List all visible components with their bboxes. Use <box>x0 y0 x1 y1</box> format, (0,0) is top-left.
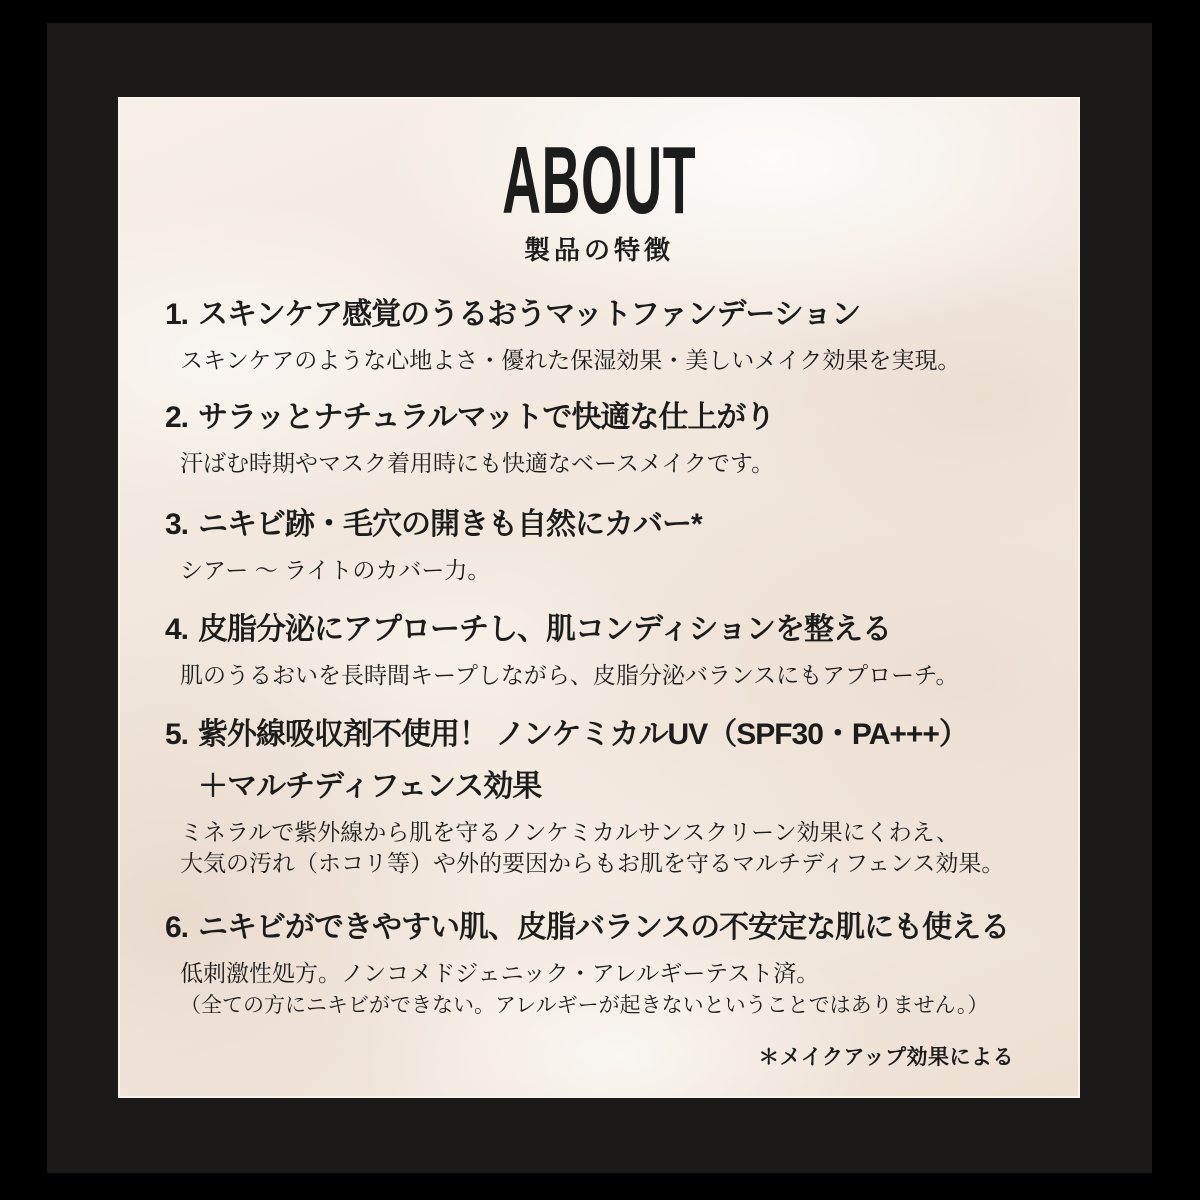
feature-5-heading <box>165 716 1054 806</box>
feature-5-description <box>180 817 1054 879</box>
footnote: ＊メイクアップ効果による <box>758 1046 1014 1069</box>
page-title <box>120 127 1078 234</box>
feature-6-description-line: 低刺激性処方。ノンコメドジェニック・アレルギーテスト済。 <box>180 960 820 986</box>
feature-item-3 <box>165 506 1054 586</box>
feature-3-heading-text: ニキビ跡・毛穴の開きも自然にカバー* <box>198 508 702 541</box>
feature-5-description-line-1: ミネラルで紫外線から肌を守るノンケミカルサンスクリーン効果にくわえ、 <box>180 819 960 845</box>
feature-6-disclaimer: （全ての方にニキビができない。アレルギーが起きないということではありません。） <box>180 994 989 1017</box>
feature-3-number: 3. <box>165 508 189 541</box>
feature-item-6 <box>165 909 1054 1019</box>
feature-6-heading-text: ニキビができやすい肌、皮脂バランスの不安定な肌にも使える <box>198 911 1010 944</box>
feature-5-heading-line-2: ＋マルチディフェンス効果 <box>198 770 542 803</box>
feature-item-2 <box>165 399 1054 479</box>
about-panel <box>118 97 1080 1098</box>
feature-2-heading-text: サラッとナチュラルマットで快適な仕上がり <box>198 401 775 434</box>
page-subtitle: 製品の特徴 <box>523 235 674 265</box>
photo-background <box>47 23 1152 1173</box>
feature-1-description-line: スキンケアのような心地よさ・優れた保湿効果・美しいメイク効果を実現。 <box>180 347 961 373</box>
feature-3-heading <box>165 506 1054 544</box>
feature-2-heading <box>165 399 1054 437</box>
feature-6-number: 6. <box>165 911 189 944</box>
feature-3-description <box>180 555 1054 586</box>
feature-2-number: 2. <box>165 401 189 434</box>
feature-5-number: 5. <box>165 718 189 751</box>
feature-2-description-line: 汗ばむ時期やマスク着用時にも快適なベースメイクです。 <box>180 450 775 476</box>
feature-item-1 <box>165 296 1054 376</box>
feature-item-5 <box>165 716 1054 879</box>
feature-4-heading <box>165 611 1054 649</box>
feature-6-description <box>180 958 1054 989</box>
feature-2-description <box>180 448 1054 479</box>
feature-4-description <box>180 660 1054 691</box>
feature-1-number: 1. <box>165 298 189 331</box>
feature-item-4 <box>165 611 1054 691</box>
page-title-text: ABOUT <box>502 127 696 234</box>
feature-5-description-line-2: 大気の汚れ（ホコリ等）や外的要因からもお肌を守るマルチディフェンス効果。 <box>180 850 1005 876</box>
feature-1-description <box>180 345 1054 376</box>
feature-1-heading <box>165 296 1054 334</box>
feature-6-heading <box>165 909 1054 947</box>
feature-4-heading-text: 皮脂分泌にアプローチし、肌コンディションを整える <box>198 613 891 646</box>
feature-4-number: 4. <box>165 613 189 646</box>
feature-4-description-line: 肌のうるおいを長時間キープしながら、皮脂分泌バランスにもアプローチ。 <box>180 662 959 688</box>
feature-3-description-line: シアー ～ ライトのカバー力。 <box>180 557 491 583</box>
feature-1-heading-text: スキンケア感覚のうるおうマットファンデーション <box>198 298 861 331</box>
feature-5-heading-line-1: 紫外線吸収剤不使用！ ノンケミカルUV（SPF30・PA+++） <box>198 718 968 751</box>
